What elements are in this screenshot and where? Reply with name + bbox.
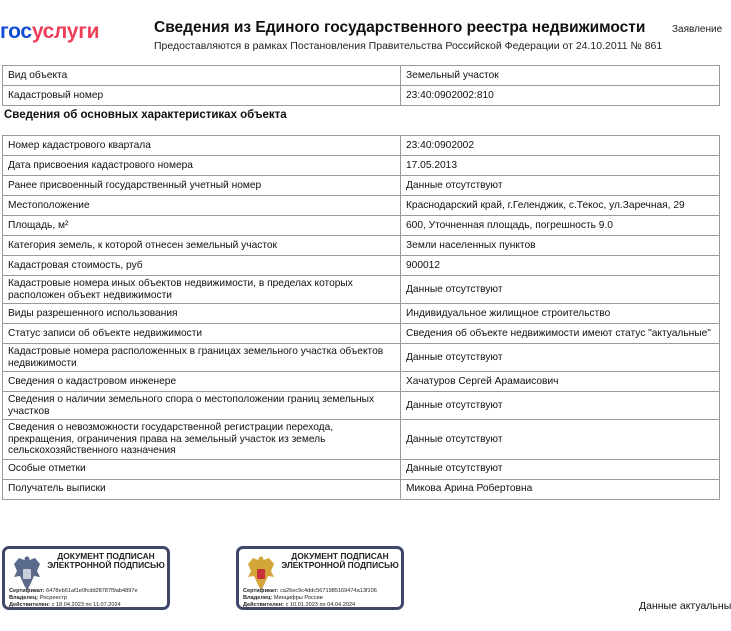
row-value: Индивидуальное жилищное строительство	[401, 304, 720, 324]
stamp-heading: ДОКУМЕНТ ПОДПИСАН ЭЛЕКТРОННОЙ ПОДПИСЬЮ	[281, 551, 399, 571]
footer-text: Данные актуальны	[639, 600, 731, 612]
table-row	[3, 176, 720, 196]
characteristics-table	[2, 135, 720, 500]
stamp-certificate: Сертификат: 6478eb61af1e0fcdd28787f9ab4897e	[9, 588, 138, 594]
table-row	[3, 420, 720, 460]
row-value: Земли населенных пунктов	[401, 236, 720, 256]
table-row	[3, 344, 720, 372]
row-value: 600, Уточненная площадь, погрешность 9.0	[401, 216, 720, 236]
row-value: 17.05.2013	[401, 156, 720, 176]
row-value: Данные отсутствуют	[401, 276, 720, 304]
top-info-table	[2, 65, 720, 106]
row-value: Земельный участок	[401, 66, 720, 86]
row-label: Сведения о невозможности государственной регистрации перехода, прекращения, ограничения права на земельный участок из земель сельскохозяйственного назначения	[3, 420, 401, 460]
row-value: 23:40:0902002	[401, 136, 720, 156]
corner-text: Заявление	[672, 24, 723, 35]
table-row	[3, 136, 720, 156]
table-row	[3, 216, 720, 236]
row-label: Сведения о кадастровом инженере	[3, 372, 401, 392]
row-label: Номер кадастрового квартала	[3, 136, 401, 156]
row-label: Сведения о наличии земельного спора о местоположении границ земельных участков	[3, 392, 401, 420]
table-row	[3, 324, 720, 344]
row-label: Вид объекта	[3, 66, 401, 86]
logo-part-gos: гос	[0, 20, 32, 43]
stamp-heading: ДОКУМЕНТ ПОДПИСАН ЭЛЕКТРОННОЙ ПОДПИСЬЮ	[47, 551, 165, 571]
logo-part-uslugi: услуги	[31, 20, 100, 43]
row-label: Кадастровая стоимость, руб	[3, 256, 401, 276]
row-value: Данные отсутствуют	[401, 176, 720, 196]
stamp-owner: Владелец: Росреестр	[9, 595, 68, 601]
stamp-certificate: Сертификат: ca26ec9c4ddc5671985169474a13f106	[243, 588, 377, 594]
row-label: Кадастровые номера расположенных в границах земельного участка объектов недвижимости	[3, 344, 401, 372]
row-value: Хачатуров Сергей Арамаисович	[401, 372, 720, 392]
table-row	[3, 304, 720, 324]
row-label: Виды разрешенного использования	[3, 304, 401, 324]
row-value: Данные отсутствуют	[401, 344, 720, 372]
stamp-owner: Владелец: Минцифры России	[243, 595, 323, 601]
row-label: Особые отметки	[3, 459, 401, 479]
row-value: 23:40:0902002:810	[401, 86, 720, 106]
table-row	[3, 392, 720, 420]
row-value: Данные отсутствуют	[401, 392, 720, 420]
row-value: Сведения об объекте недвижимости имеют статус "актуальные"	[401, 324, 720, 344]
row-label: Статус записи об объекте недвижимости	[3, 324, 401, 344]
row-label: Ранее присвоенный государственный учетный номер	[3, 176, 401, 196]
table-row	[3, 236, 720, 256]
table-row	[3, 276, 720, 304]
document-subtitle: Предоставляются в рамках Постановления Правительства Российской Федерации от 24.10.2011 № 861	[154, 40, 663, 52]
row-label: Кадастровые номера иных объектов недвижимости, в пределах которых расположен объект недвижимости	[3, 276, 401, 304]
row-value: Микова Арина Робертовна	[401, 479, 720, 499]
table-row	[3, 256, 720, 276]
row-value: 900012	[401, 256, 720, 276]
table-row	[3, 459, 720, 479]
row-value: Данные отсутствуют	[401, 420, 720, 460]
row-label: Дата присвоения кадастрового номера	[3, 156, 401, 176]
table-row	[3, 479, 720, 499]
table-row	[3, 86, 720, 106]
document-title: Сведения из Единого государственного реестра недвижимости	[154, 19, 646, 36]
row-label: Площадь, м²	[3, 216, 401, 236]
row-label: Кадастровый номер	[3, 86, 401, 106]
table-row	[3, 156, 720, 176]
signature-stamp-rosreestr	[2, 546, 170, 610]
table-row	[3, 196, 720, 216]
table-row	[3, 66, 720, 86]
row-value: Данные отсутствуют	[401, 459, 720, 479]
gosuslugi-logo	[0, 20, 99, 44]
section-title: Сведения об основных характеристиках объекта	[4, 109, 287, 121]
row-value: Краснодарский край, г.Геленджик, с.Текос, ул.Заречная, 29	[401, 196, 720, 216]
row-label: Получатель выписки	[3, 479, 401, 499]
stamp-validity: Действителен: с 10.01.2023 по 04.04.2024	[243, 602, 356, 608]
stamp-validity: Действителен: с 18.04.2023 по 11.07.2024	[9, 602, 121, 608]
table-row	[3, 372, 720, 392]
row-label: Местоположение	[3, 196, 401, 216]
row-label: Категория земель, к которой отнесен земельный участок	[3, 236, 401, 256]
signature-stamp-mintsifry	[236, 546, 404, 610]
